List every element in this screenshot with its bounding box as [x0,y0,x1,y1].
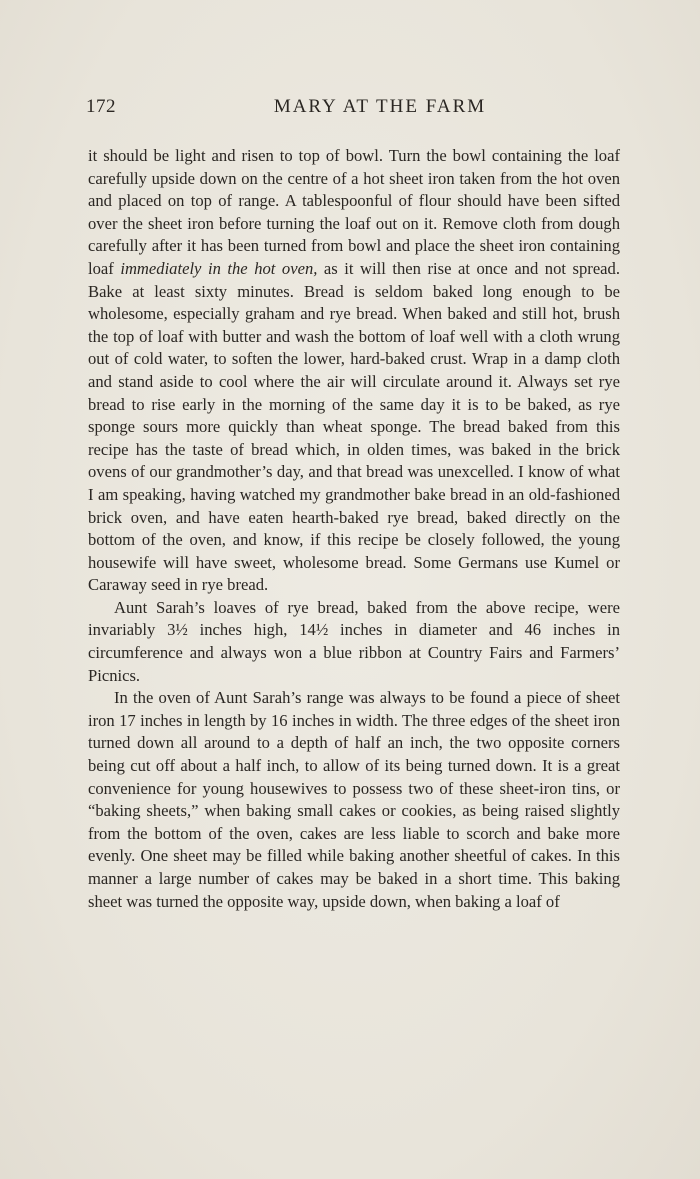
paragraph-1-emphasis: immediately in the hot oven, [120,258,318,278]
paragraph-1-text-b: as it will then rise at once and not spread. Bake at least sixty minutes. Bread is seldom baked long enough to be wholesome, especially graham and rye bread. When baked and still hot, brush the top of loaf with butter and wash the bottom of loaf well with a cloth wrung out of cold water, to soften the lower, hard-baked crust. Wrap in a damp cloth and stand aside to cool where the air will circulate around it. Always set rye bread to rise early in the morning of the same day it is to be baked, as rye sponge sours more quickly than wheat sponge. The bread baked from this recipe has the taste of bread which, in olden times, was baked in the brick ovens of our grandmother’s day, and that bread was unexcelled. I know of what I am speaking, having watched my grandmother bake bread in an old-fashioned brick oven, and have eaten hearth-baked rye bread, baked directly on the bottom of the oven, and know, if this recipe be closely followed, the young housewife will have sweet, wholesome bread. Some Germans use Kumel or Caraway seed in rye bread. [88,258,620,595]
page-number: 172 [86,96,116,117]
paragraph-3: In the oven of Aunt Sarah’s range was always to be found a piece of sheet iron 17 inches in length by 16 inches in width. The three edges of the sheet iron turned down all around to a depth of half an inch, the two opposite corners being cut off about a half inch, to allow of its being turned down. It is a great convenience for young housewives to possess two of these sheet-iron tins, or “baking sheets,” when baking small cakes or cookies, as being raised slightly from the bottom of the oven, cakes are less liable to scorch and bake more evenly. One sheet may be filled while baking another sheetful of cakes. In this manner a large number of cakes may be baked in a short time. This baking sheet was turned the opposite way, upside down, when baking a loaf of [88,688,620,911]
body-text [88,145,620,913]
running-title: MARY AT THE FARM [273,96,487,117]
paragraph-2: Aunt Sarah’s loaves of rye bread, baked from the above recipe, were invariably 3½ inches high, 14½ inches in diameter and 46 inches in circumference and always won a blue ribbon at Country Fairs and Farmers’ Picnics. [88,597,620,685]
paragraph-1-text-a: it should be light and risen to top of bowl. Turn the bowl containing the loaf carefully upside down on the centre of a hot sheet iron taken from the hot oven and placed on top of range. A tablespoonful of flour should have been sifted over the sheet iron before turning the loaf out on it. Remove cloth from dough carefully after it has been turned from bowl and place the sheet iron containing loaf [88,146,620,278]
paragraph-1 [88,145,620,597]
page-header [86,96,620,126]
